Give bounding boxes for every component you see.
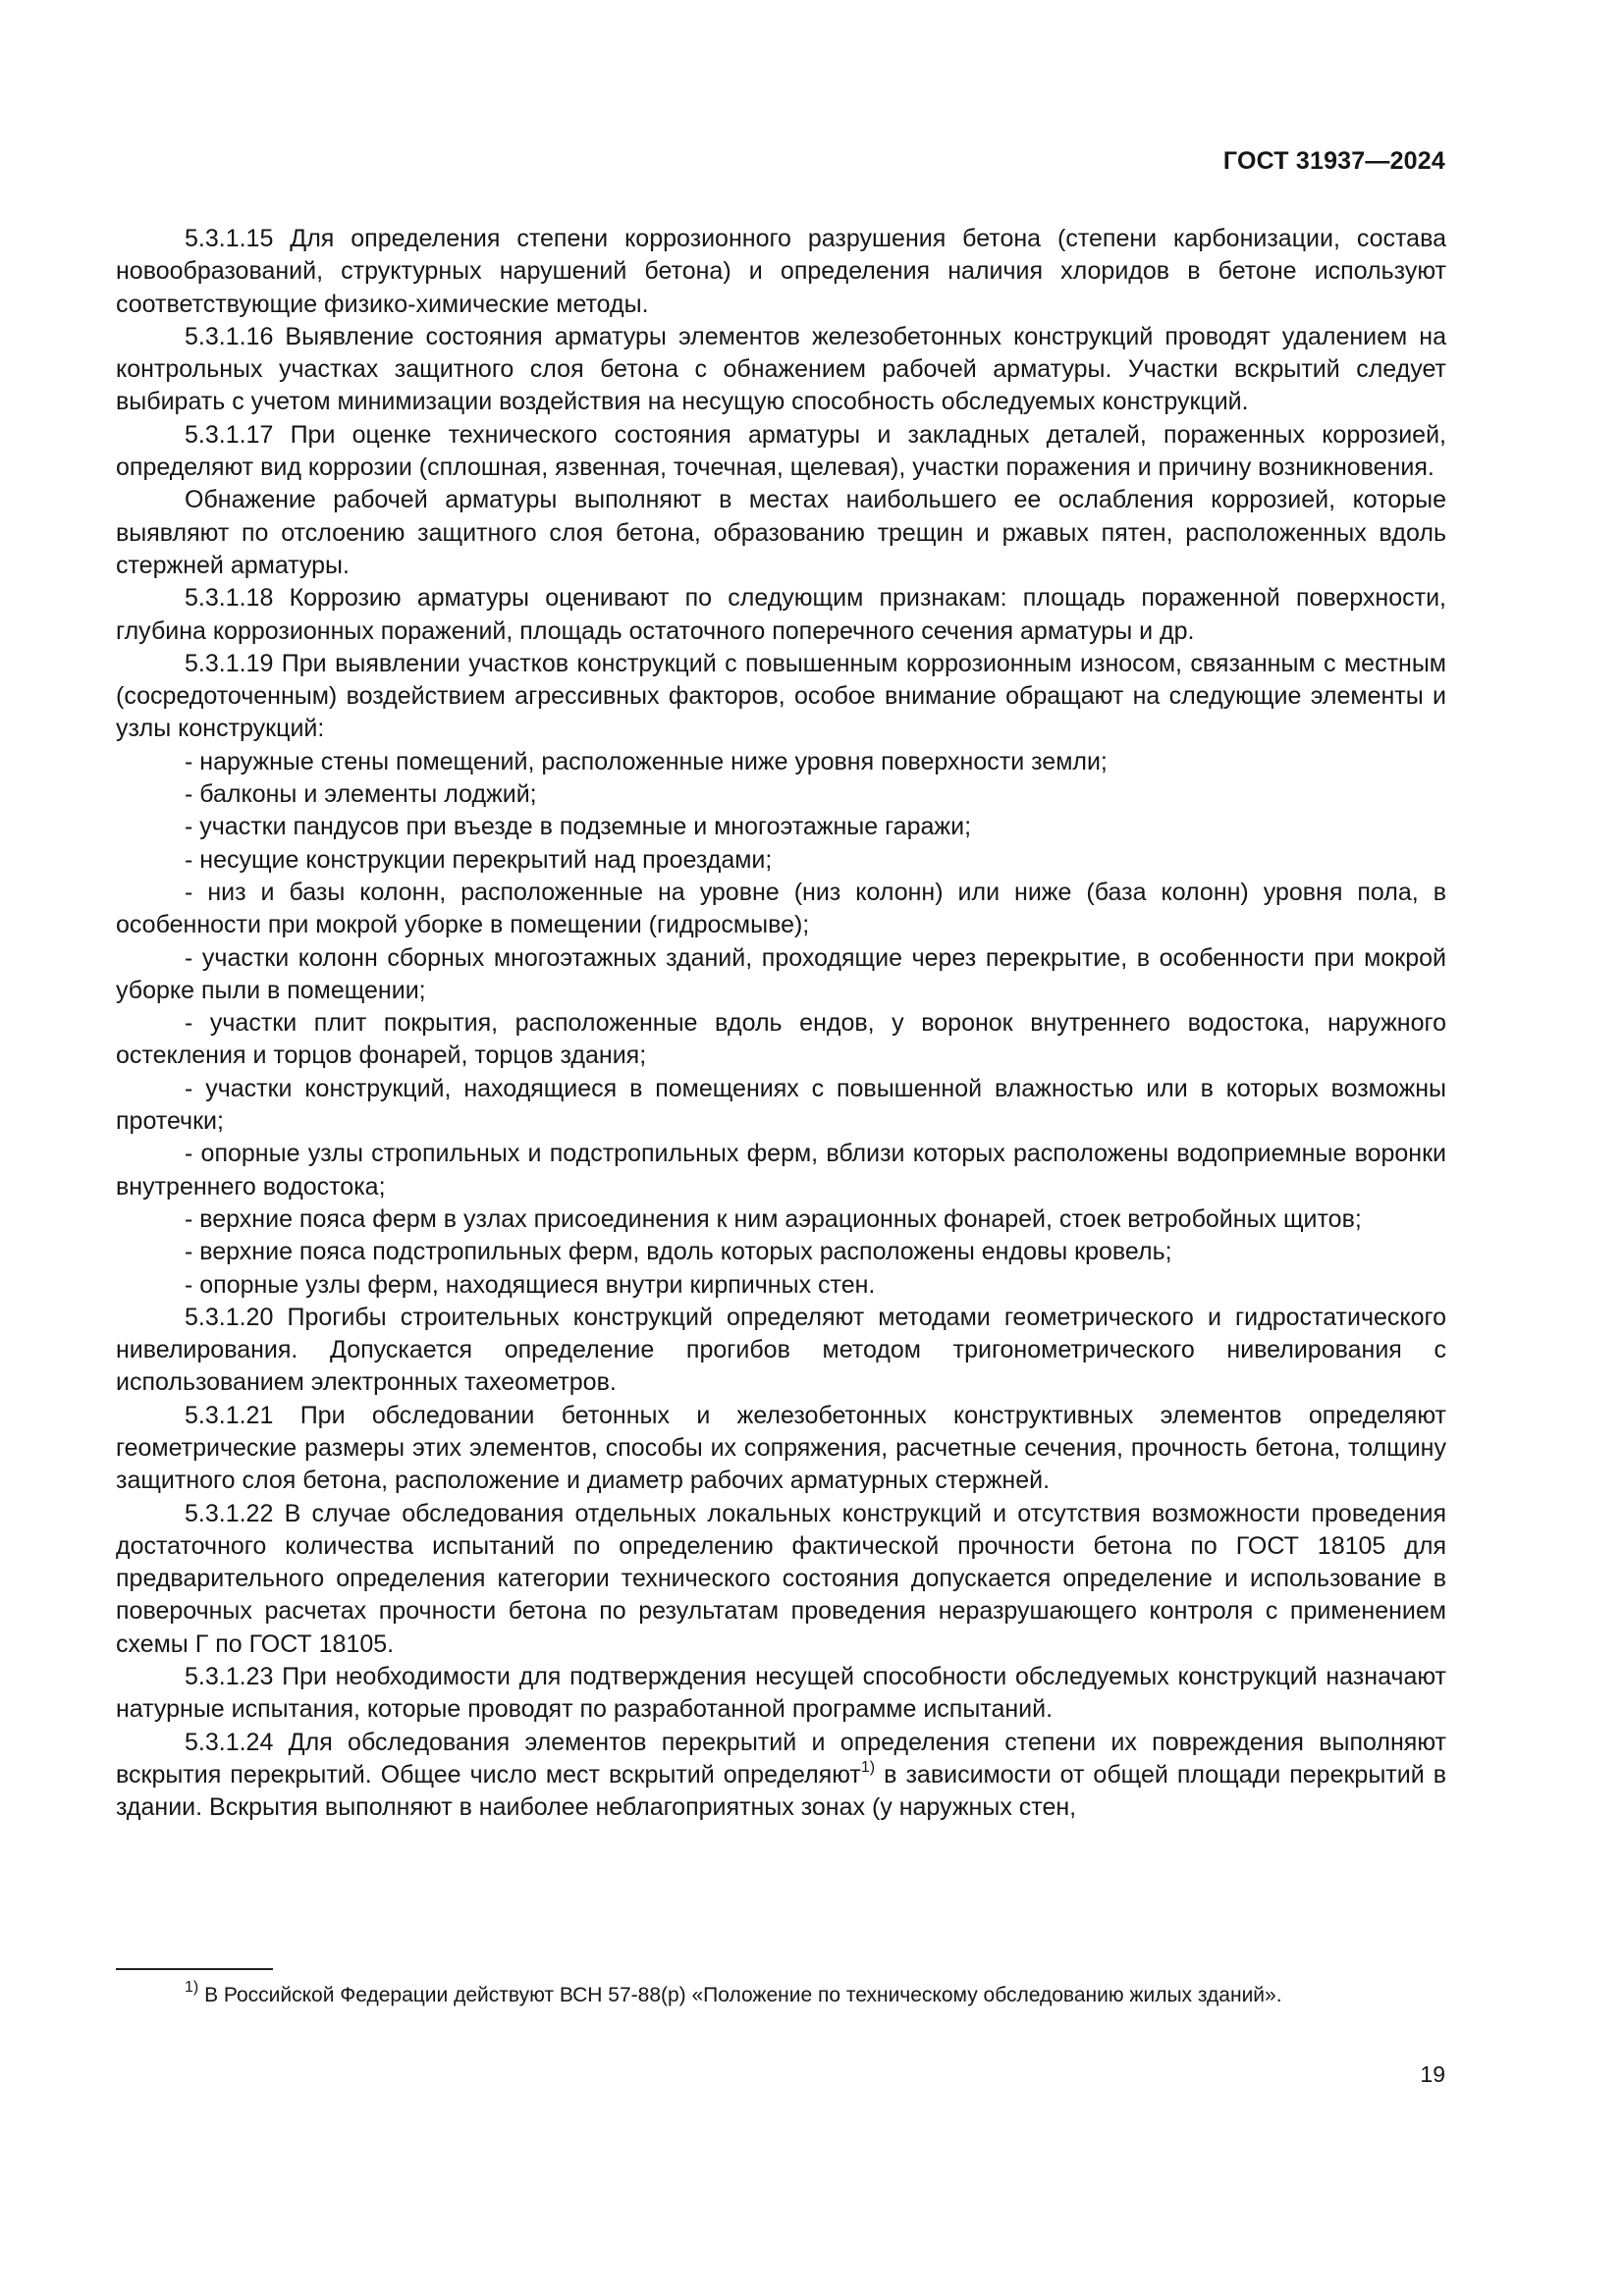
list-item: - участки плит покрытия, расположенные вдоль ендов, у воронок внутреннего водостока, наружного остекления и торцов фонарей, торцов здания; — [116, 1009, 1446, 1070]
paragraph — [116, 1727, 1446, 1825]
paragraph: 5.3.1.23 При необходимости для подтверждения несущей способности обследуемых конструкций назначают натурные испытания, которые проводят по разработанной программе испытаний. — [116, 1663, 1446, 1724]
paragraph-text: в зависимости от общей площади перекрытий в здании. Вскрытия выполняют в наиболее неблагоприятных зонах (у наружных стен, — [116, 1760, 1446, 1822]
paragraph: 5.3.1.16 Выявление состояния арматуры элементов железобетонных конструкций проводят удалением на контрольных участках защитного слоя бетона с обнажением рабочей арматуры. Участки вскрытий следует выбирать с учетом минимизации воздействия на несущую способность обследуемых конструкций. — [116, 322, 1446, 416]
main-text — [116, 223, 1446, 1825]
paragraph: 5.3.1.17 При оценке технического состояния арматуры и закладных деталей, пораженных коррозией, определяют вид коррозии (сплошная, язвенная, точечная, щелевая), участки поражения и причину возникновения. — [116, 420, 1446, 482]
list-item: - низ и базы колонн, расположенные на уровне (низ колонн) или ниже (база колонн) уровня пола, в особенности при мокрой уборке в помещении (гидросмыве); — [116, 878, 1446, 939]
footnote-text: В Российской Федерации действуют ВСН 57-88(р) «Положение по техническому обследованию жилых зданий». — [198, 1984, 1282, 2006]
paragraph-text: 5.3.1.24 Для обследования элементов перекрытий и определения степени их повреждения выполняют вскрытия перекрытий. Общее число мест вскрытий определяют — [116, 1728, 1446, 1789]
paragraph: 5.3.1.22 В случае обследования отдельных локальных конструкций и отсутствия возможности проведения достаточного количества испытаний по определению фактической прочности бетона по ГОСТ 18105 для предварительного определения категории технического состояния допускается определение и использование в поверочных расчетах прочности бетона по результатам проведения неразрушающего контроля с применением схемы Г по ГОСТ 18105. — [116, 1499, 1446, 1658]
footnote-mark: 1) — [185, 1979, 199, 1996]
footnote-separator — [116, 1968, 273, 1970]
paragraph: Обнажение рабочей арматуры выполняют в местах наибольшего ее ослабления коррозией, которые выявляют по отслоению защитного слоя бетона, образованию трещин и ржавых пятен, расположенных вдоль стержней арматуры. — [116, 486, 1446, 579]
footnote — [116, 1981, 1446, 2010]
paragraph: 5.3.1.19 При выявлении участков конструкций с повышенным коррозионным износом, связанным с местным (сосредоточенным) воздействием агрессивных факторов, особое внимание обращают на следующие элементы и узлы конструкций: — [116, 649, 1446, 743]
paragraph: 5.3.1.20 Прогибы строительных конструкций определяют методами геометрического и гидростатического нивелирования. Допускается определение прогибов методом тригонометрического нивелирования с использованием электронных тахеометров. — [116, 1303, 1446, 1397]
paragraph: 5.3.1.21 При обследовании бетонных и железобетонных конструктивных элементов определяют геометрические размеры этих элементов, способы их сопряжения, расчетные сечения, прочность бетона, толщину защитного слоя бетона, расположение и диаметр рабочих арматурных стержней. — [116, 1401, 1446, 1495]
list-item: - балконы и элементы лоджий; — [185, 780, 537, 809]
document-code-header: ГОСТ 31937—2024 — [1222, 147, 1445, 175]
page-number: 19 — [1420, 2061, 1445, 2087]
list-item: - наружные стены помещений, расположенные ниже уровня поверхности земли; — [185, 747, 1108, 775]
list-item: - опорные узлы ферм, находящиеся внутри кирпичных стен. — [185, 1270, 876, 1299]
list-item: - верхние пояса подстропильных ферм, вдоль которых расположены ендовы кровель; — [185, 1238, 1172, 1266]
footnote-reference: 1) — [860, 1758, 876, 1776]
list-item: - участки пандусов при въезде в подземные и многоэтажные гаражи; — [185, 813, 972, 841]
list-item: - участки конструкций, находящиеся в помещениях с повышенной влажностью или в которых возможны протечки; — [116, 1074, 1446, 1136]
list-item: - несущие конструкции перекрытий над проездами; — [185, 845, 773, 874]
list-item: - опорные узлы стропильных и подстропильных ферм, вблизи которых расположены водоприемные воронки внутреннего водостока; — [116, 1140, 1446, 1201]
list-item: - участки колонн сборных многоэтажных зданий, проходящие через перекрытие, в особенности при мокрой уборке пыли в помещении; — [116, 943, 1446, 1004]
paragraph: 5.3.1.15 Для определения степени коррозионного разрушения бетона (степени карбонизации, состава новообразований, структурных нарушений бетона) и определения наличия хлоридов в бетоне используют соответствующие физико-химические методы. — [116, 225, 1446, 318]
list-item: - верхние пояса ферм в узлах присоединения к ним аэрационных фонарей, стоек ветробойных щитов; — [185, 1204, 1362, 1233]
paragraph: 5.3.1.18 Коррозию арматуры оценивают по следующим признакам: площадь пораженной поверхности, глубина коррозионных поражений, площадь остаточного поперечного сечения арматуры и др. — [116, 584, 1446, 645]
